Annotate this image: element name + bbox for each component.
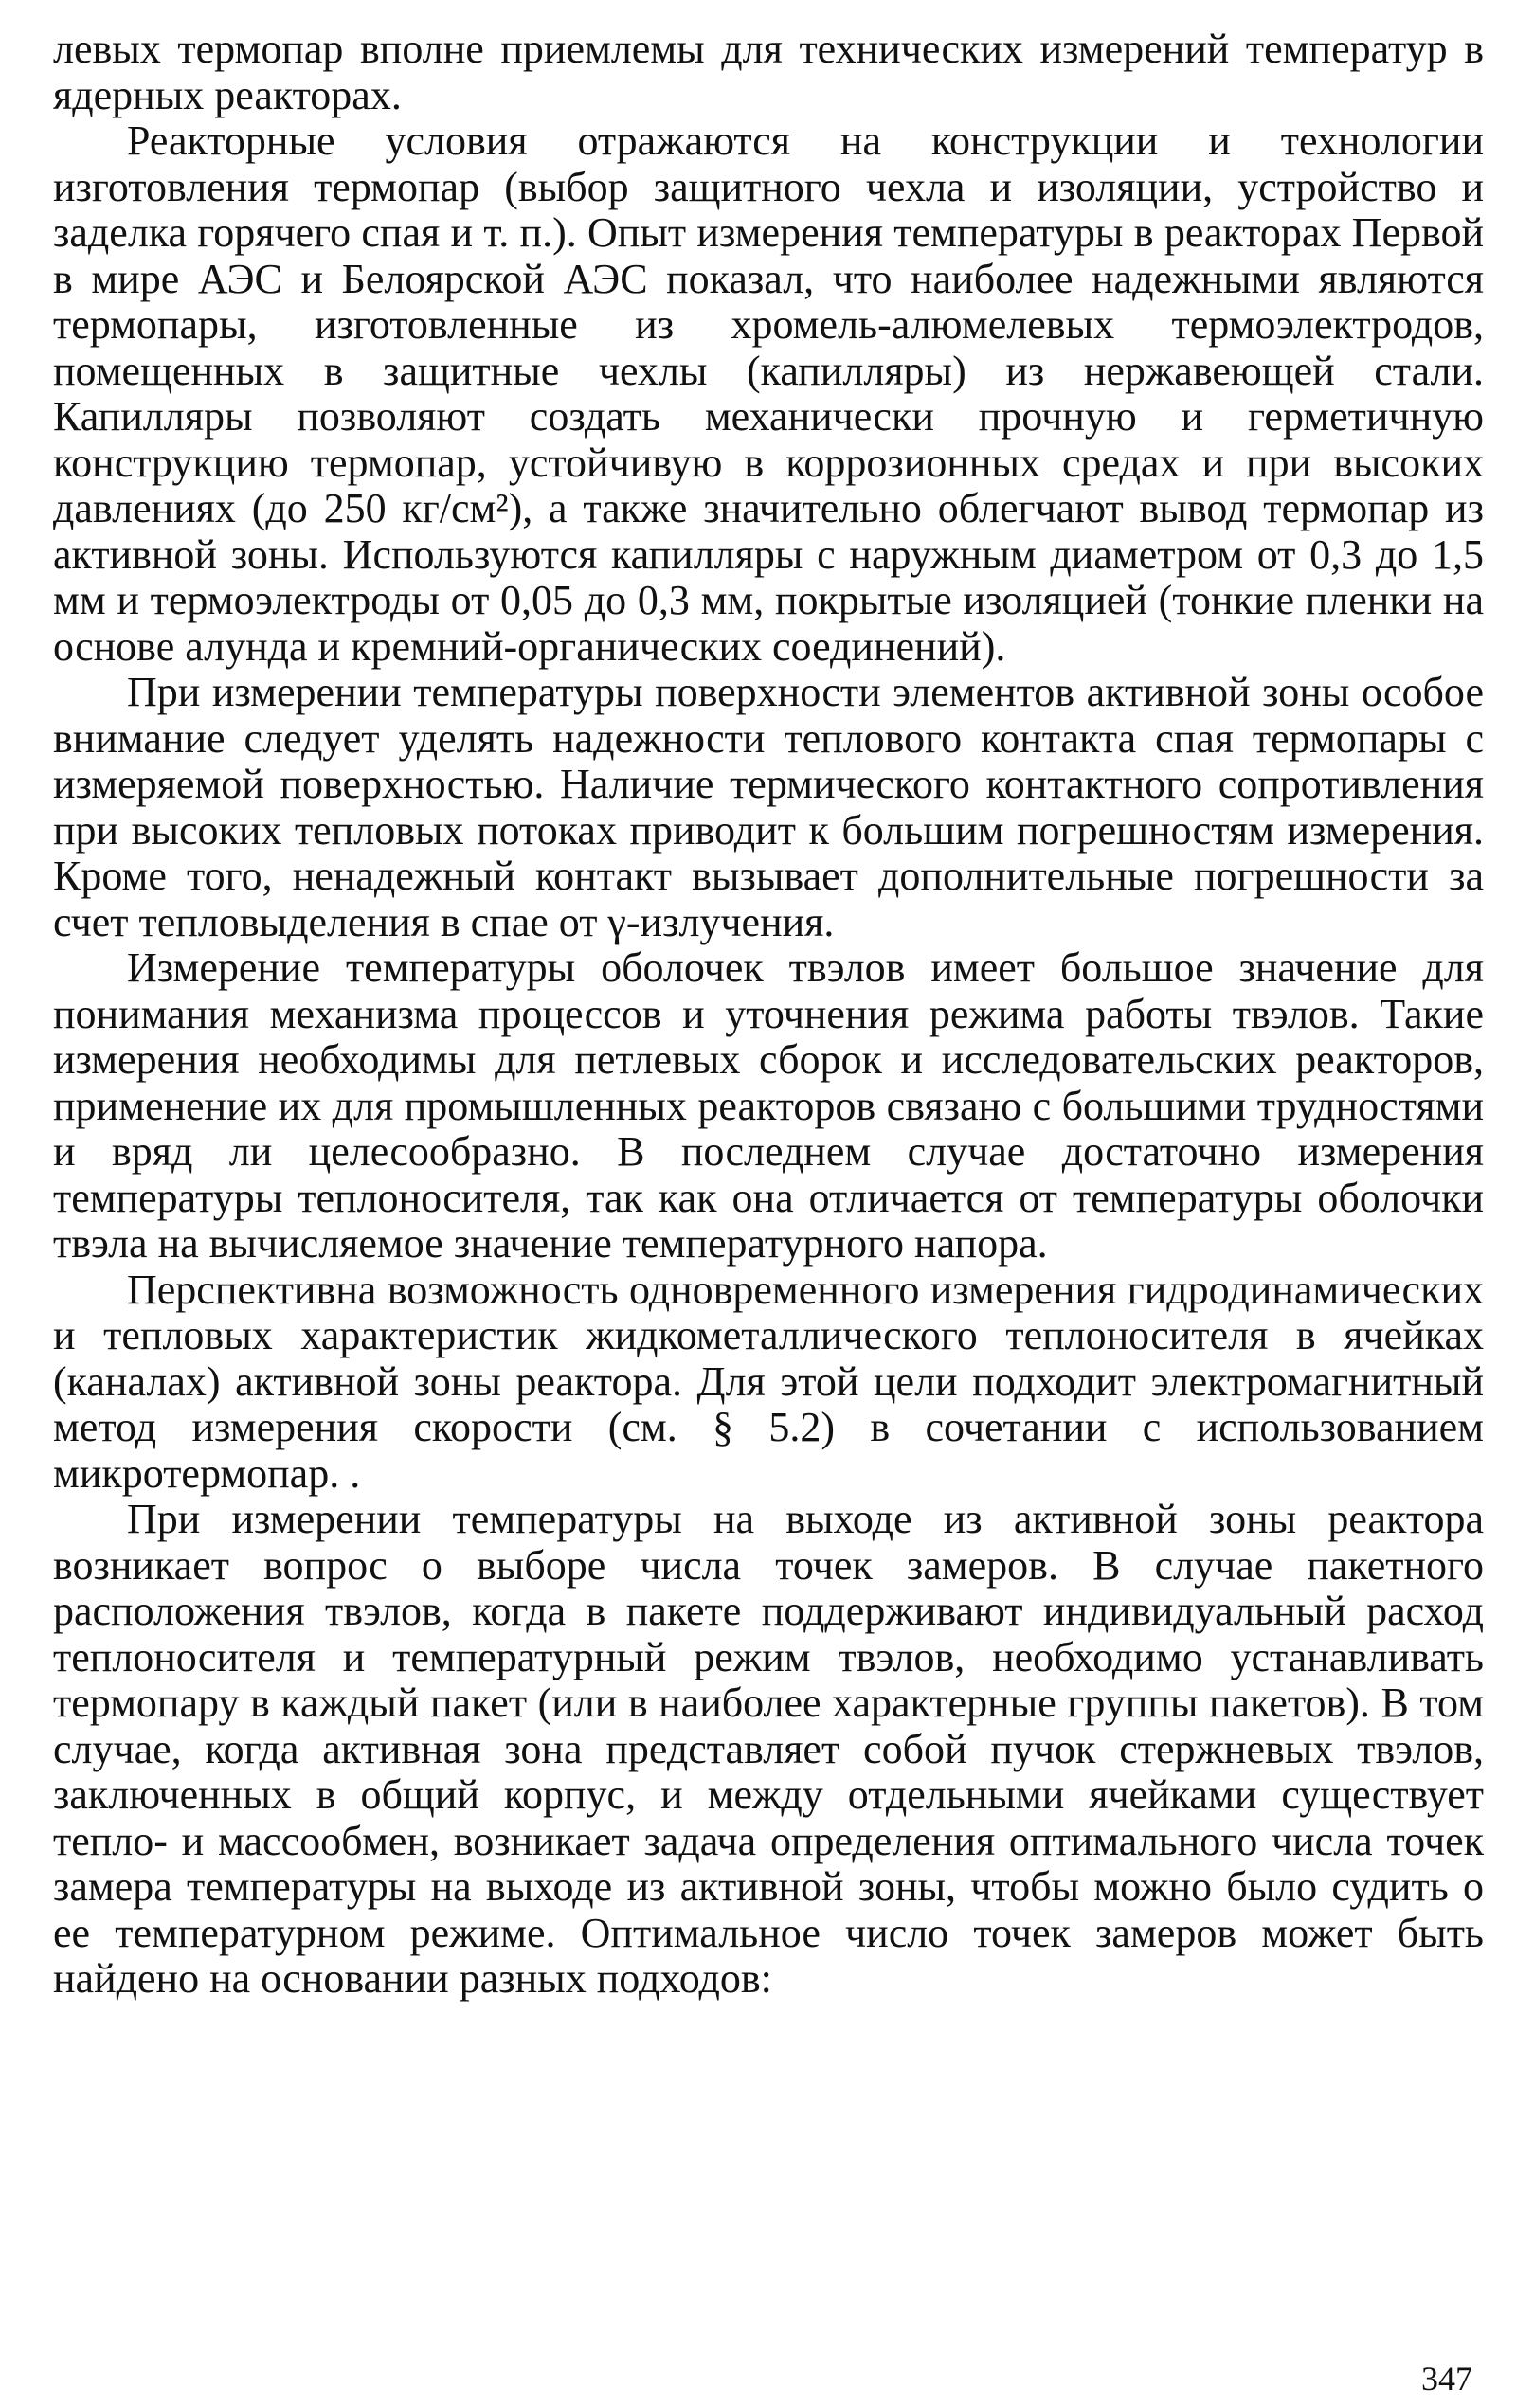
paragraph-hydrodynamic-measurement: Перспективна возможность одновременного измерения гидродинамических и тепловых характеристик жидкометаллического теплоносителя в ячейках (каналах) активной зоны реактора. Для этой цели подходит электромагнитный метод измерения скорости (см. § 5.2) в сочетании с использованием микротермопар. . [53,1266,1484,1497]
page-number: 347 [1421,2360,1472,2398]
paragraph-continuation: левых термопар вполне приемлемы для технических измерений температур в ядерных реакторах. [53,26,1484,118]
paragraph-surface-temperature: При измерении температуры поверхности элементов активной зоны особое внимание следует уделять надежности теплового контакта спая термопары с измеряемой поверхностью. Наличие термического контактного сопротивления при высоких тепловых потоках приводит к большим погрешностям измерения. Кроме того, ненадежный контакт вызывает дополнительные погрешности за счет тепловыделения в спае от γ-излучения. [53,669,1484,945]
paragraph-reactor-conditions: Реакторные условия отражаются на конструкции и технологии изготовления термопар (выбор защитного чехла и изоляции, устройство и заделка горячего спая и т. п.). Опыт измерения температуры в реакторах Первой в мире АЭС и Белоярской АЭС показал, что наиболее надежными являются термопары, изготовленные из хромель-алюмелевых термоэлектродов, помещенных в защитные чехлы (капилляры) из нержавеющей стали. Капилляры позволяют создать механически прочную и герметичную конструкцию термопар, устойчивую в коррозионных средах и при высоких давлениях (до 250 кг/см²), а также значительно облегчают вывод термопар из активной зоны. Используются капилляры с наружным диаметром от 0,3 до 1,5 мм и термоэлектроды от 0,05 до 0,3 мм, покрытые изоляцией (тонкие пленки на основе алунда и кремний-органических соединений). [53,117,1484,670]
paragraph-outlet-temperature: При измерении температуры на выходе из активной зоны реактора возникает вопрос о выборе числа точек замеров. В случае пакетного расположения твэлов, когда в пакете поддерживают индивидуальный расход теплоносителя и температурный режим твэлов, необходимо устанавливать термопару в каждый пакет (или в наиболее характерные группы пакетов). В том случае, когда активная зона представляет собой пучок стержневых твэлов, заключенных в общий корпус, и между отдельными ячейками существует тепло- и массообмен, возникает задача определения оптимального числа точек замера температуры на выходе из активной зоны, чтобы можно было судить о ее температурном режиме. Оптимальное число точек замеров может быть найдено на основании разных подходов: [53,1496,1484,2002]
page-body [53,27,1484,2003]
paragraph-cladding-temperature: Измерение температуры оболочек твэлов имеет большое значение для понимания механизма процессов и уточнения режима работы твэлов. Такие измерения необходимы для петлевых сборок и исследовательских реакторов, применение их для промышленных реакторов связано с большими трудностями и вряд ли целесообразно. В последнем случае достаточно измерения температуры теплоносителя, так как она отличается от температуры оболочки твэла на вычисляемое значение температурного напора. [53,944,1484,1267]
